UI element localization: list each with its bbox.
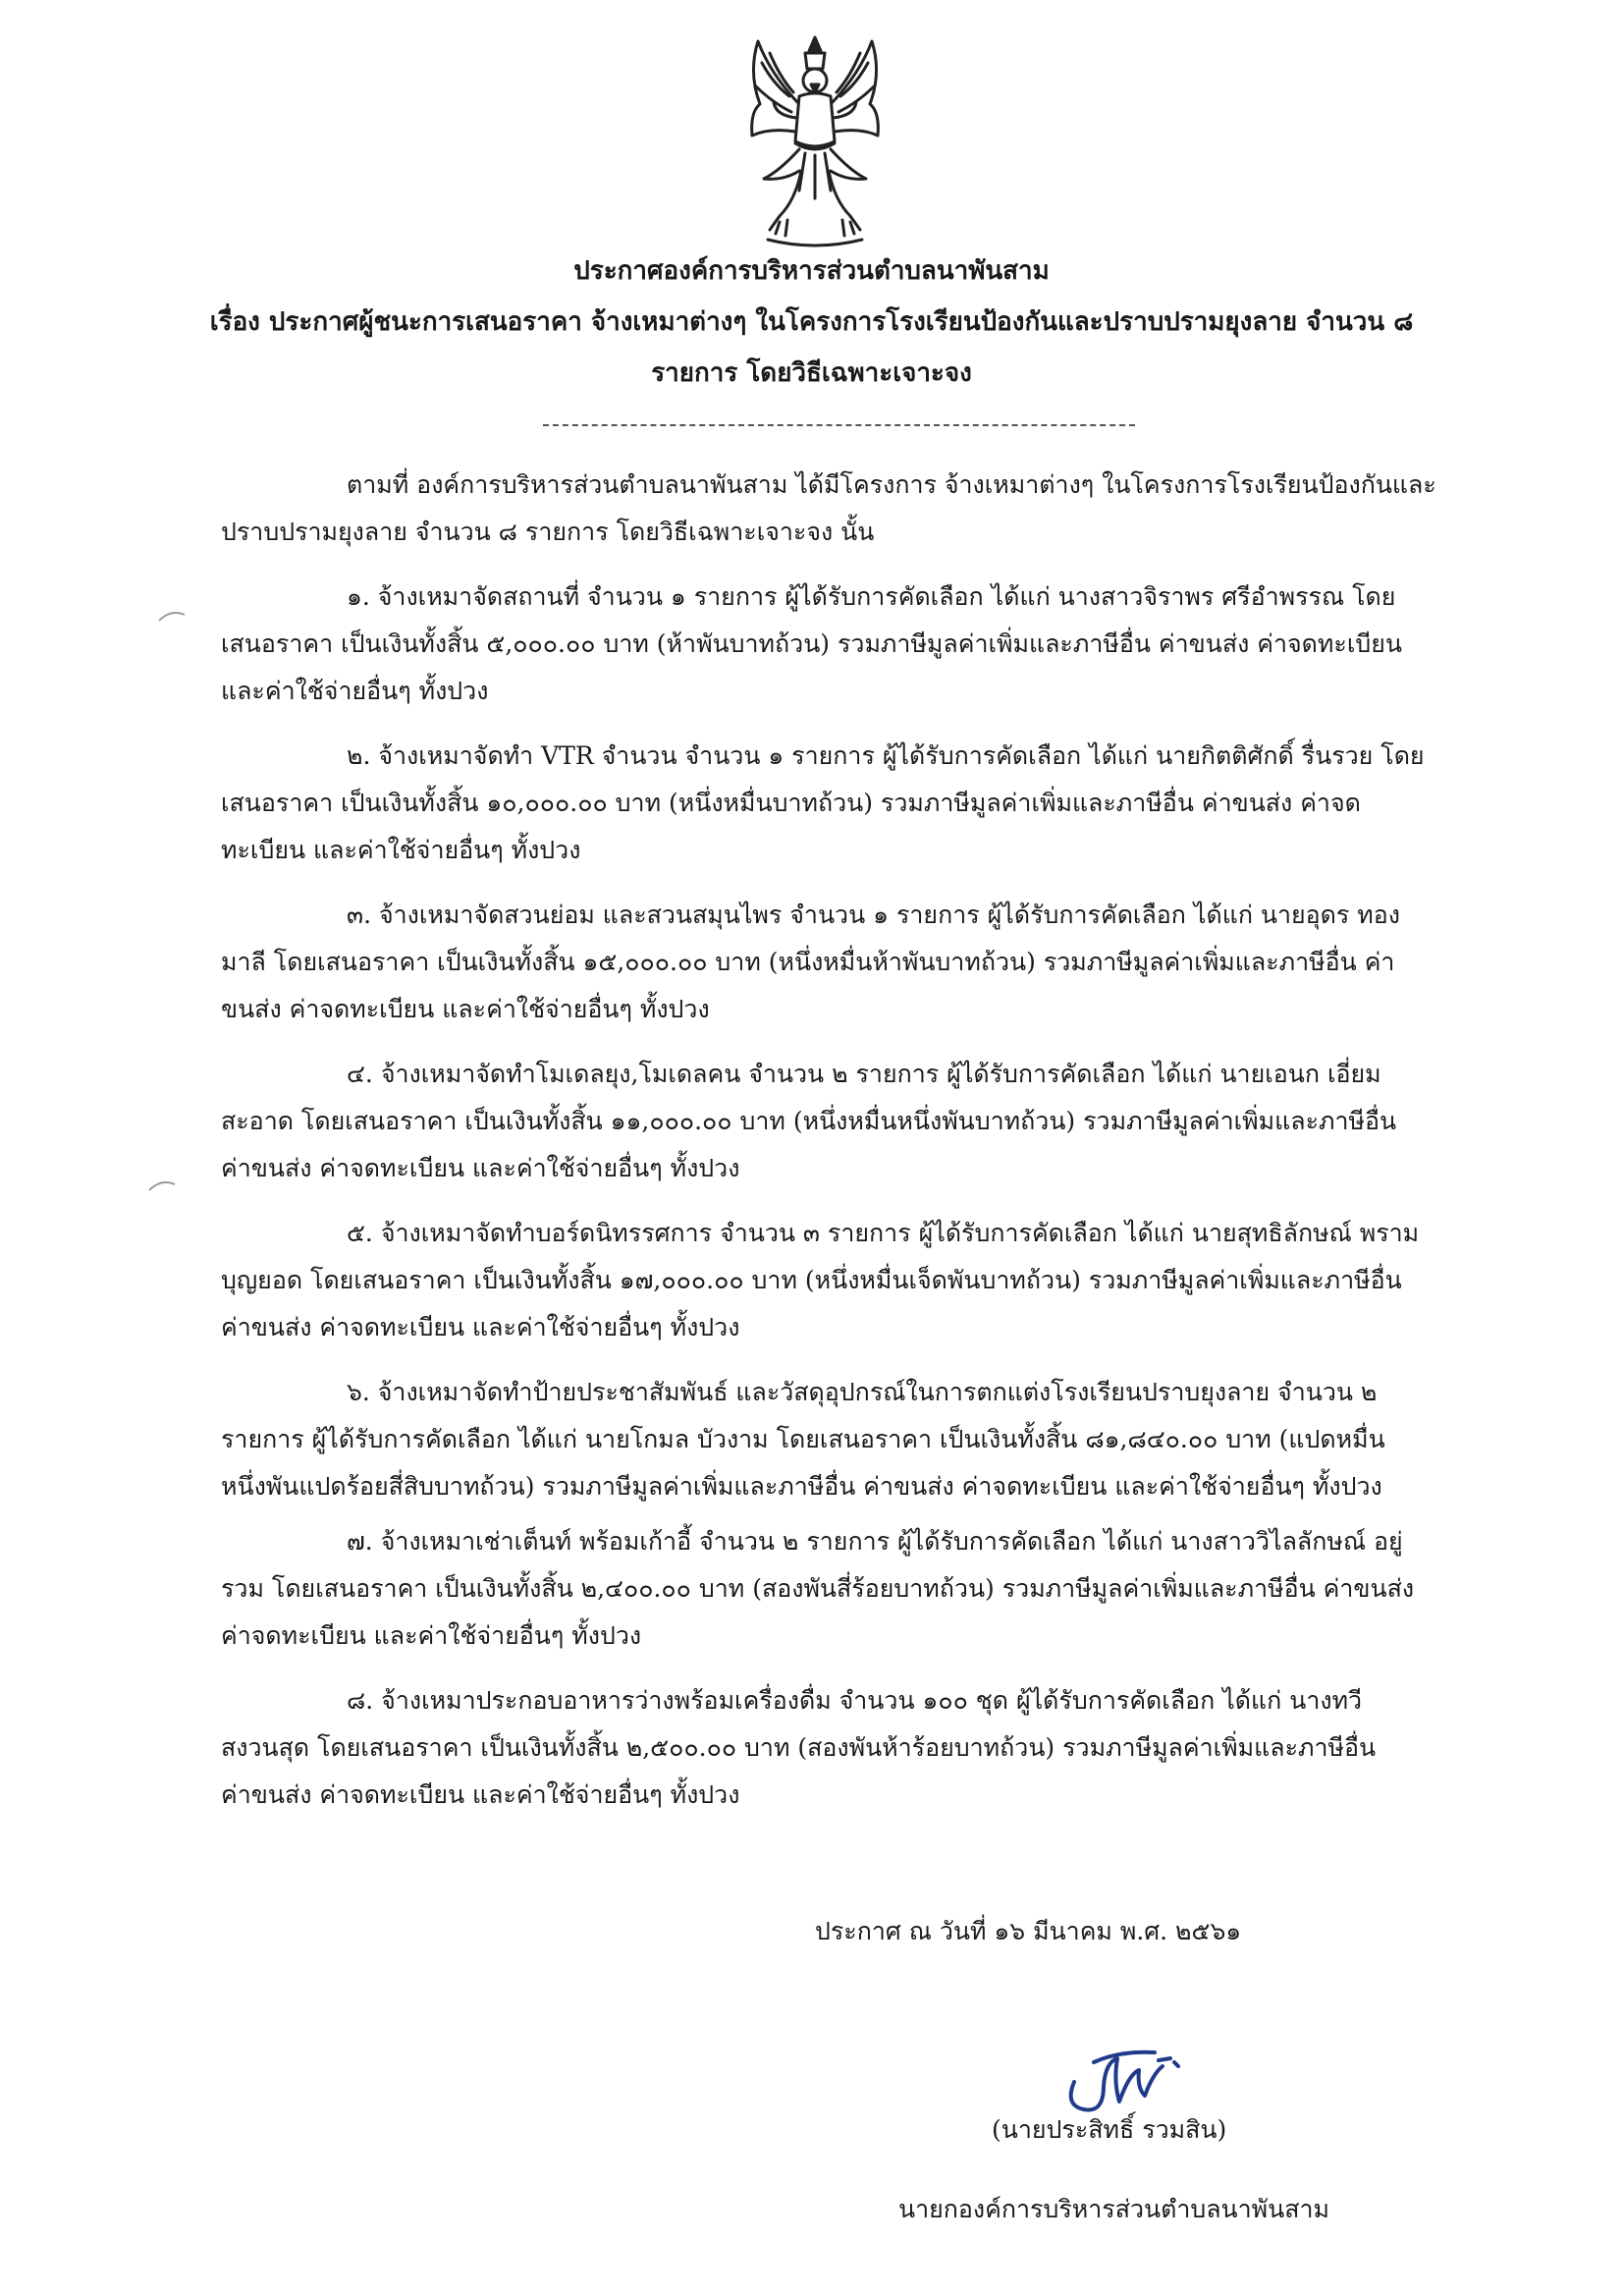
text-line: ๖. จ้างเหมาจัดทำป้ายประชาสัมพันธ์ และวัสดุอุปกรณ์ในการตกแต่งโรงเรียนปราบยุงลาย จำนวน ๒ [347,1378,1378,1406]
text-line: เสนอราคา เป็นเงินทั้งสิ้น ๑๐,๐๐๐.๐๐ บาท (หนึ่งหมื่นบาทถ้วน) รวมภาษีมูลค่าเพิ่มและภาษีอื่น ค่าขนส่ง ค่าจด [221,789,1361,817]
document-title: ประกาศองค์การบริหารส่วนตำบลนาพันสาม [573,256,1050,286]
text-line: รายการ ผู้ได้รับการคัดเลือก ได้แก่ นายโกมล บัวงาม โดยเสนอราคา เป็นเงินทั้งสิ้น ๘๑,๘๔๐.๐๐ บาท (แปดหมื่น [221,1425,1385,1453]
item-5-paragraph [221,1210,1443,1351]
text-line: ค่าขนส่ง ค่าจดทะเบียน และค่าใช้จ่ายอื่นๆ ทั้งปวง [221,1313,740,1341]
text-line: ๑. จ้างเหมาจัดสถานที่ จำนวน ๑ รายการ ผู้ได้รับการคัดเลือก ได้แก่ นางสาวจิราพร ศรีอำพรรณ โดย [347,582,1396,611]
text-line: ตามที่ องค์การบริหารส่วนตำบลนาพันสาม ได้มีโครงการ จ้างเหมาต่างๆ ในโครงการโรงเรียนป้องกันและ [347,470,1436,499]
item-2-paragraph [221,733,1443,874]
title-separator [543,424,1135,426]
announcement-date: ประกาศ ณ วันที่ ๑๖ มีนาคม พ.ศ. ๒๕๖๑ [815,1917,1242,1945]
intro-paragraph [221,462,1443,556]
text-line: สงวนสุด โดยเสนอราคา เป็นเงินทั้งสิ้น ๒,๕๐๐.๐๐ บาท (สองพันห้าร้อยบาทถ้วน) รวมภาษีมูลค่าเพิ่มและภาษีอื่น [221,1733,1377,1762]
item-3-paragraph [221,892,1443,1033]
text-line: ค่าจดทะเบียน และค่าใช้จ่ายอื่นๆ ทั้งปวง [221,1621,642,1650]
text-line: เสนอราคา เป็นเงินทั้งสิ้น ๕,๐๐๐.๐๐ บาท (ห้าพันบาทถ้วน) รวมภาษีมูลค่าเพิ่มและภาษีอื่น ค่าขนส่ง ค่าจดทะเบียน [221,629,1402,658]
text-line: ๗. จ้างเหมาเช่าเต็นท์ พร้อมเก้าอี้ จำนวน ๒ รายการ ผู้ได้รับการคัดเลือก ได้แก่ นางสาววิไลลักษณ์ อยู่ [347,1527,1403,1556]
scan-mark-icon [157,609,187,623]
text-line: บุญยอด โดยเสนอราคา เป็นเงินทั้งสิ้น ๑๗,๐๐๐.๐๐ บาท (หนึ่งหมื่นเจ็ดพันบาทถ้วน) รวมภาษีมูลค่าเพิ่มและภาษีอื่น [221,1266,1402,1294]
text-line: ๒. จ้างเหมาจัดทำ VTR จำนวน จำนวน ๑ รายการ ผู้ได้รับการคัดเลือก ได้แก่ นายกิตติศักดิ์ รื่นรวย โดย [347,741,1425,770]
text-line: ๕. จ้างเหมาจัดทำบอร์ดนิทรรศการ จำนวน ๓ รายการ ผู้ได้รับการคัดเลือก ได้แก่ นายสุทธิลักษณ์ พราม [347,1219,1420,1247]
text-line: มาลี โดยเสนอราคา เป็นเงินทั้งสิ้น ๑๕,๐๐๐.๐๐ บาท (หนึ่งหมื่นห้าพันบาทถ้วน) รวมภาษีมูลค่าเพิ่มและภาษีอื่น ค่า [221,948,1395,976]
text-line: ขนส่ง ค่าจดทะเบียน และค่าใช้จ่ายอื่นๆ ทั้งปวง [221,995,710,1023]
garuda-emblem-icon [740,33,890,251]
item-7-paragraph [221,1518,1443,1660]
text-line: หนึ่งพันแปดร้อยสี่สิบบาทถ้วน) รวมภาษีมูลค่าเพิ่มและภาษีอื่น ค่าขนส่ง ค่าจดทะเบียน และค่าใช้จ่ายอื่นๆ ทั้งปวง [221,1472,1382,1501]
document-subject: เรื่อง ประกาศผู้ชนะการเสนอราคา จ้างเหมาต่างๆ ในโครงการโรงเรียนป้องกันและปราบปรามยุงลาย จำนวน ๘ [209,307,1414,337]
text-line: ๓. จ้างเหมาจัดสวนย่อม และสวนสมุนไพร จำนวน ๑ รายการ ผู้ได้รับการคัดเลือก ได้แก่ นายอุดร ทอง [347,901,1400,929]
item-1-paragraph [221,574,1443,715]
document-subject-continued: รายการ โดยวิธีเฉพาะเจาะจง [651,358,972,388]
scan-mark-icon [147,1178,177,1192]
text-line: ปราบปรามยุงลาย จำนวน ๘ รายการ โดยวิธีเฉพาะเจาะจง นั้น [221,518,875,546]
item-4-paragraph [221,1051,1443,1192]
text-line: ค่าขนส่ง ค่าจดทะเบียน และค่าใช้จ่ายอื่นๆ ทั้งปวง [221,1154,740,1182]
text-line: ค่าขนส่ง ค่าจดทะเบียน และค่าใช้จ่ายอื่นๆ ทั้งปวง [221,1780,740,1809]
text-line: รวม โดยเสนอราคา เป็นเงินทั้งสิ้น ๒,๔๐๐.๐๐ บาท (สองพันสี่ร้อยบาทถ้วน) รวมภาษีมูลค่าเพิ่มและภาษีอื่น ค่าขนส่ง [221,1574,1415,1603]
text-line: และค่าใช้จ่ายอื่นๆ ทั้งปวง [221,677,489,705]
text-line: ๘. จ้างเหมาประกอบอาหารว่างพร้อมเครื่องดื่ม จำนวน ๑๐๐ ชุด ผู้ได้รับการคัดเลือก ได้แก่ นางทวี [347,1686,1363,1715]
text-line: สะอาด โดยเสนอราคา เป็นเงินทั้งสิ้น ๑๑,๐๐๐.๐๐ บาท (หนึ่งหมื่นหนึ่งพันบาทถ้วน) รวมภาษีมูลค่าเพิ่มและภาษีอื่น [221,1107,1397,1135]
text-line: ทะเบียน และค่าใช้จ่ายอื่นๆ ทั้งปวง [221,836,581,864]
item-8-paragraph [221,1677,1443,1819]
text-line: ๔. จ้างเหมาจัดทำโมเดลยุง,โมเดลคน จำนวน ๒ รายการ ผู้ได้รับการคัดเลือก ได้แก่ นายเอนก เอี่ยม [347,1060,1381,1088]
signer-name: (นายประสิทธิ์ รวมสิน) [992,2115,1227,2144]
signer-position: นายกองค์การบริหารส่วนตำบลนาพันสาม [898,2195,1330,2223]
item-6-paragraph [221,1369,1443,1510]
